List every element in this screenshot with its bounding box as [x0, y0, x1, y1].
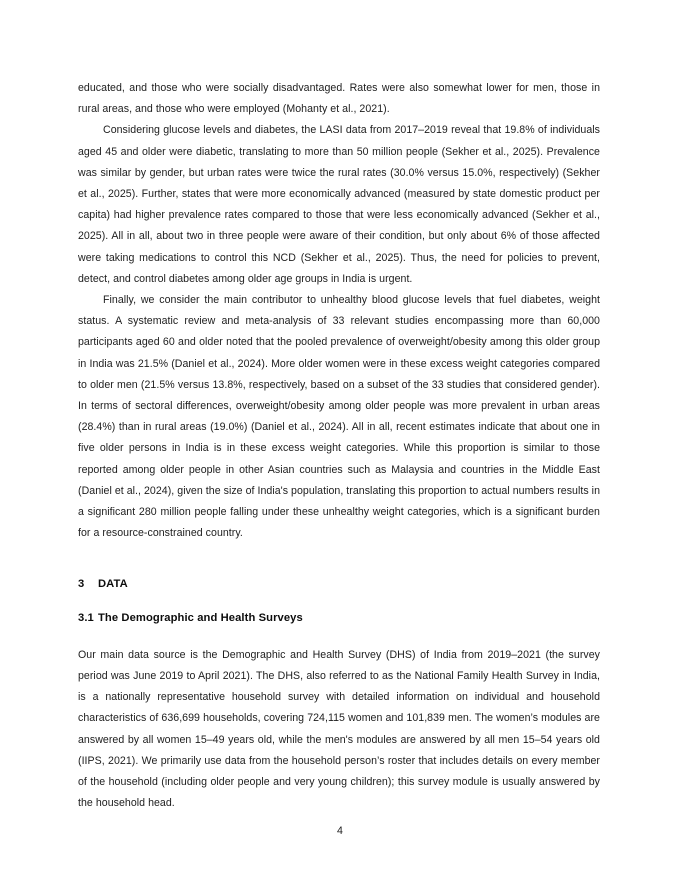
spacer-before-section-heading — [78, 544, 600, 574]
spacer-after-section-heading — [78, 596, 600, 608]
page-number: 4 — [337, 825, 343, 837]
section-heading-data — [78, 574, 600, 595]
paragraph-glucose-diabetes: Considering glucose levels and diabetes, the LASI data from 2017–2019 reveal that 19.8% of individuals aged 45 and older were diabetic, translating to more than 50 million people (Sekher et al., 2025). Prevalence was similar by gender, but urban rates were twice the rural rates (30.0% versus 15.0%, respectively) (Sekher et al., 2025). Further, states that were more economically advanced (measured by state domestic product per capita) had higher prevalence rates compared to those that were less economically advanced (Sekher et al., 2025). All in all, about two in three people were aware of their condition, but only about 6% of those affected were taking medications to control this NCD (Sekher et al., 2025). Thus, the need for policies to prevent, detect, and control diabetes among older age groups in India is urgent. — [78, 124, 600, 285]
page-content — [78, 78, 600, 815]
section-heading-number: 3 — [78, 578, 85, 591]
spacer-after-subsection-heading — [78, 629, 600, 645]
paragraph-continuation: educated, and those who were socially disadvantaged. Rates were also somewhat lower for men, those in rural areas, and those who were employed (Mohanty et al., 2021). — [78, 82, 600, 116]
subsection-heading-number: 3.1 — [78, 611, 94, 624]
paragraph-dhs-data-source: Our main data source is the Demographic and Health Survey (DHS) of India from 2019–2021 (the survey period was June 2019 to April 2021). The DHS, also referred to as the National Family Health Survey in India, is a nationally representative household survey with detailed information on individual and household characteristics of 636,699 households, covering 724,115 women and 101,839 men. The women’s modules are answered by all women 15–49 years old, while the men's modules are answered by all men 15–54 years old (IIPS, 2021). We primarily use data from the household person’s roster that includes details on every member of the household (including older people and very young children); this survey module is usually answered by the household head. — [78, 648, 600, 810]
paragraph-weight-status: Finally, we consider the main contributor to unhealthy blood glucose levels that fuel diabetes, weight status. A systematic review and meta-analysis of 33 relevant studies encompassing more than 60,000 participants aged 60 and older noted that the pooled prevalence of overweight/obesity among this older group in India was 21.5% (Daniel et al., 2024). More older women were in these excess weight categories compared to older men (21.5% versus 13.8%, respectively, based on a subset of the 33 studies that considered gender). In terms of sectoral differences, overweight/obesity among older people was more prevalent in urban areas (28.4%) than in rural areas (19.0%) (Daniel et al., 2024). All in all, recent estimates indicate that about one in five older persons in India is in these excess weight categories. While this proportion is similar to those reported among older people in other Asian countries such as Malaysia and countries in the Middle East (Daniel et al., 2024), given the size of India's population, translating this proportion to actual numbers results in a significant 280 million people falling under these unhealthy weight categories, which is a significant burden for a resource-constrained country. — [78, 294, 600, 540]
subsection-heading-dhs — [78, 608, 600, 629]
section-heading-title: DATA — [98, 578, 128, 591]
subsection-heading-title: The Demographic and Health Surveys — [98, 611, 303, 624]
